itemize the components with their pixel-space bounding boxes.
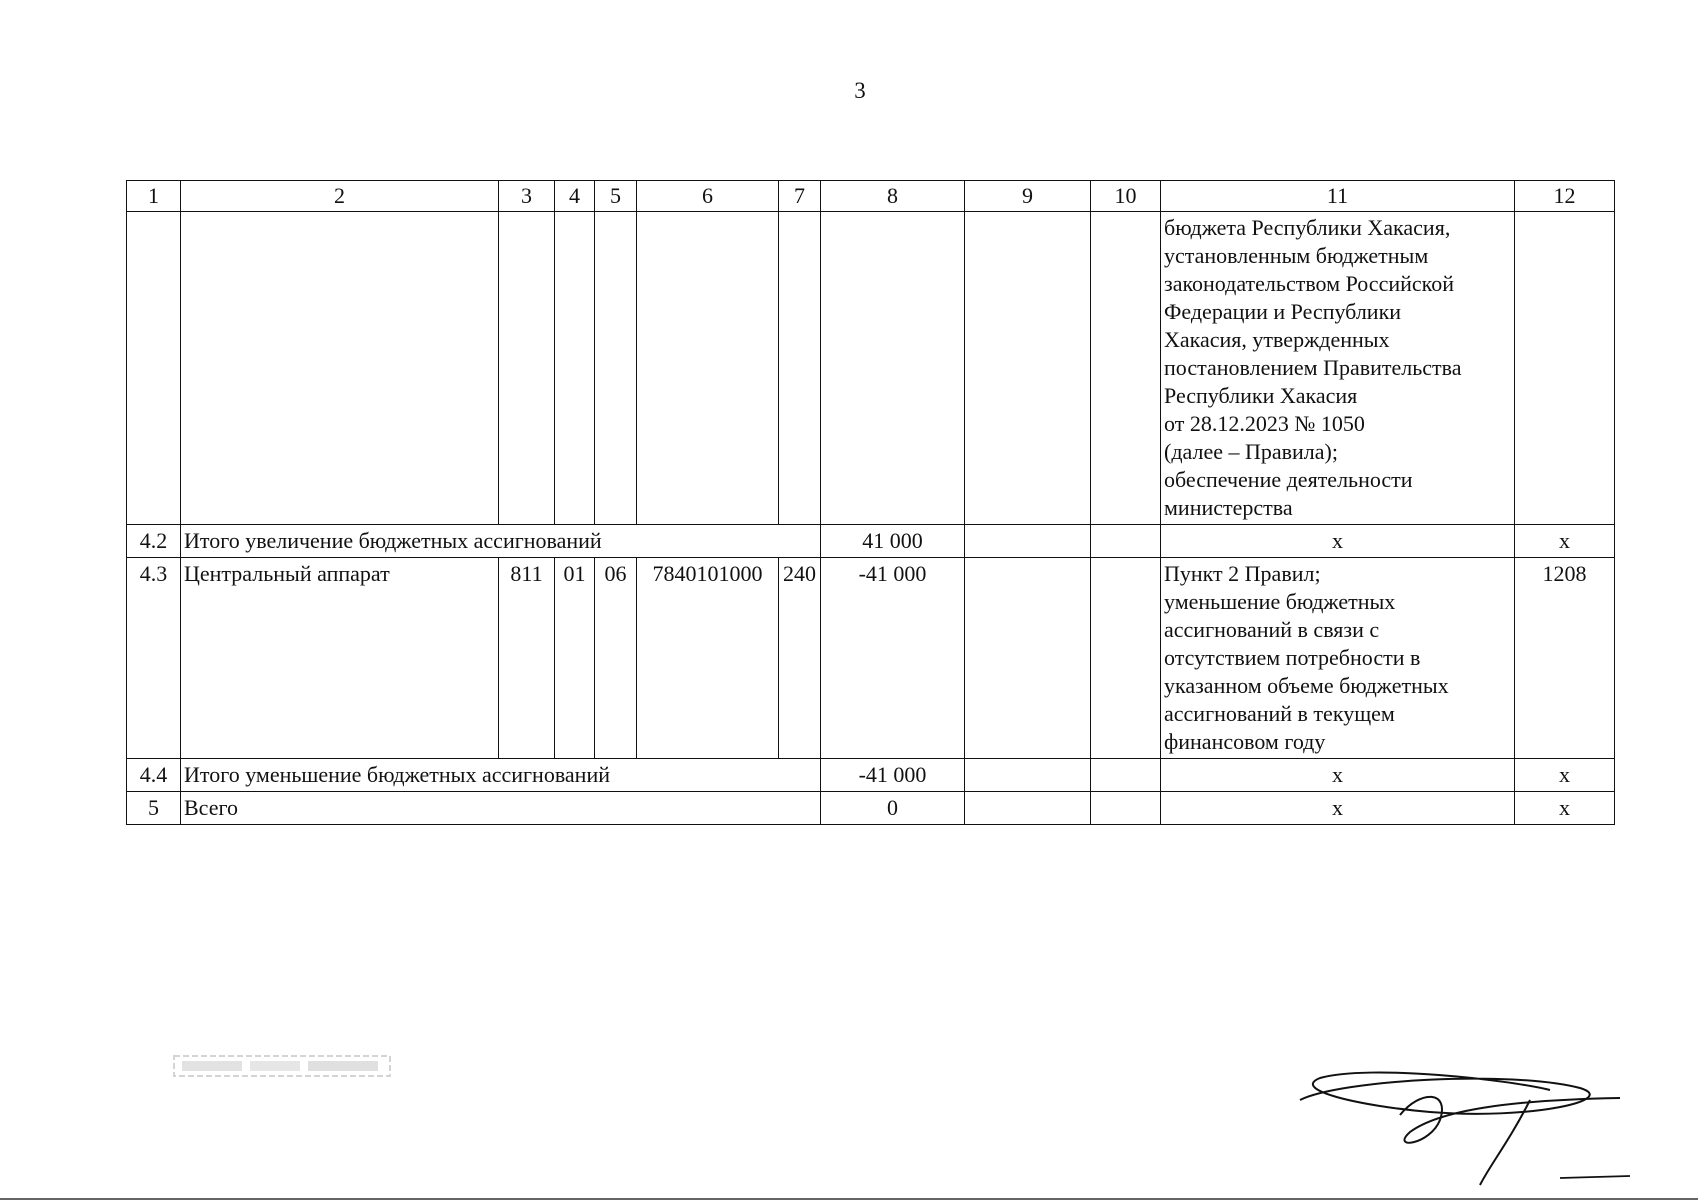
table-row-4-2 — [127, 525, 1615, 558]
table-row-5 — [127, 792, 1615, 825]
header-col-6: 6 — [637, 181, 779, 212]
row-name: Центральный аппарат — [181, 558, 499, 759]
table-row-continuation — [127, 212, 1615, 525]
page-number: 3 — [854, 78, 866, 103]
row-col11: х — [1161, 759, 1515, 792]
row-label: Всего — [181, 792, 821, 825]
row-amount: 0 — [821, 792, 965, 825]
header-col-11: 11 — [1161, 181, 1515, 212]
header-col-3: 3 — [499, 181, 555, 212]
row-code-3: 811 — [499, 558, 555, 759]
header-col-1: 1 — [127, 181, 181, 212]
row-number: 4.2 — [127, 525, 181, 558]
header-col-7: 7 — [779, 181, 821, 212]
budget-table — [126, 180, 1615, 825]
row-code-4: 01 — [555, 558, 595, 759]
row-note: Пункт 2 Правил; уменьшение бюджетных ассигнований в связи с отсутствием потребности в указанном объеме бюджетных ассигнований в текущем финансовом году — [1161, 558, 1515, 759]
header-col-4: 4 — [555, 181, 595, 212]
row-col11: х — [1161, 525, 1515, 558]
faded-stamp-image — [172, 1050, 392, 1086]
row-code-12: 1208 — [1515, 558, 1615, 759]
row-number: 5 — [127, 792, 181, 825]
signature-image — [1280, 1060, 1650, 1190]
table-row-4-4 — [127, 759, 1615, 792]
header-col-8: 8 — [821, 181, 965, 212]
row-col11: х — [1161, 792, 1515, 825]
header-col-9: 9 — [965, 181, 1091, 212]
row-amount: 41 000 — [821, 525, 965, 558]
table-row-4-3 — [127, 558, 1615, 759]
row-col12: х — [1515, 759, 1615, 792]
row-code-5: 06 — [595, 558, 637, 759]
row-code-6: 7840101000 — [637, 558, 779, 759]
row-col12: х — [1515, 525, 1615, 558]
row-label: Итого уменьшение бюджетных ассигнований — [181, 759, 821, 792]
row-label: Итого увеличение бюджетных ассигнований — [181, 525, 821, 558]
header-col-10: 10 — [1091, 181, 1161, 212]
header-col-2: 2 — [181, 181, 499, 212]
header-row — [127, 181, 1615, 212]
row-col12: х — [1515, 792, 1615, 825]
row-number: 4.3 — [127, 558, 181, 759]
continuation-note: бюджета Республики Хакасия, установленным бюджетным законодательством Российской Федерации и Республики Хакасия, утвержденных постановлением Правительства Республики Хакасия от 28.12.2023 № 1050 (далее – Правила); обеспечение деятельности министерства — [1161, 212, 1515, 525]
row-number: 4.4 — [127, 759, 181, 792]
header-col-12: 12 — [1515, 181, 1615, 212]
header-col-5: 5 — [595, 181, 637, 212]
row-amount: -41 000 — [821, 759, 965, 792]
row-amount: -41 000 — [821, 558, 965, 759]
row-code-7: 240 — [779, 558, 821, 759]
